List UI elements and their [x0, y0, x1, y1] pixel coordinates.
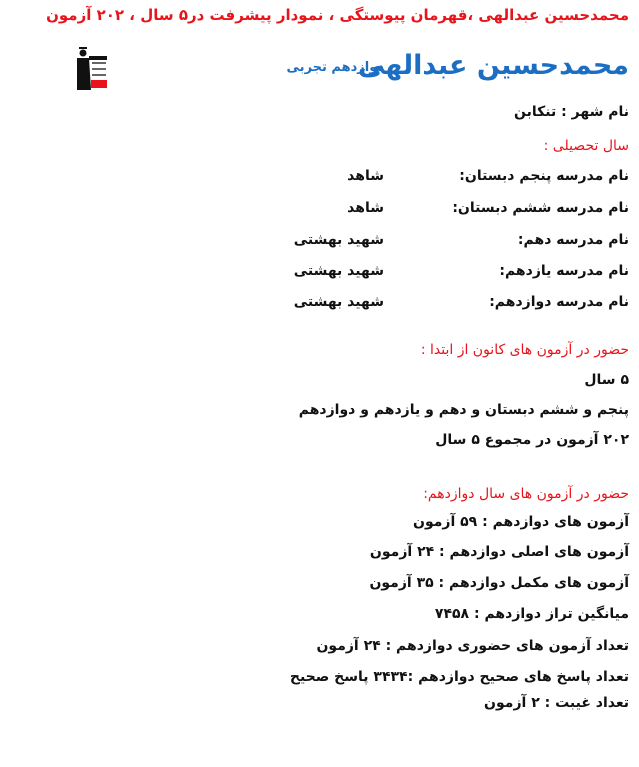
attendance-12-line: تعداد غیبت : ۲ آزمون: [484, 695, 629, 711]
school-value: شاهد: [347, 200, 384, 216]
attendance-total-line: ۵ سال: [584, 372, 629, 388]
student-name: محمدحسین عبدالهی: [357, 50, 629, 81]
attendance-12-line: میانگین تراز دوازدهم : ۷۴۵۸: [434, 606, 629, 622]
academic-year-heading: سال تحصیلی :: [543, 138, 629, 154]
school-label: نام مدرسه پنجم دبستان:: [459, 168, 629, 184]
attendance-total-line: ۲۰۲ آزمون در مجموع ۵ سال: [435, 432, 629, 448]
city-line: نام شهر : تنکابن: [514, 104, 629, 120]
school-label: نام مدرسه ششم دبستان:: [452, 200, 629, 216]
attendance-total-heading: حضور در آزمون های کانون از ابتدا :: [420, 342, 629, 358]
school-label: نام مدرسه دهم:: [517, 232, 629, 248]
school-value: شاهد: [347, 168, 384, 184]
school-label: نام مدرسه یازدهم:: [499, 263, 629, 279]
school-label: نام مدرسه دوازدهم:: [489, 294, 629, 310]
attendance-12-line: آزمون های مکمل دوازدهم : ۳۵ آزمون: [369, 575, 629, 591]
school-value: شهید بهشتی: [293, 294, 384, 310]
grade-label: دوازدهم تجربی: [286, 60, 384, 75]
page-title: محمدحسین عبدالهی ،قهرمان پیوستگی ، نمودار پیشرفت در۵ سال ، ۲۰۲ آزمون: [46, 6, 629, 24]
attendance-12-heading: حضور در آزمون های سال دوازدهم:: [423, 486, 629, 502]
kanoon-logo: [75, 44, 111, 94]
attendance-12-line: تعداد پاسخ های صحیح دوازدهم :۳۴۳۴ پاسخ صحیح: [289, 669, 629, 685]
attendance-12-line: آزمون های اصلی دوازدهم : ۲۴ آزمون: [369, 544, 629, 560]
attendance-total-line: پنجم و ششم دبستان و دهم و یازدهم و دوازدهم: [298, 402, 629, 418]
attendance-12-line: آزمون های دوازدهم : ۵۹ آزمون: [413, 514, 629, 530]
attendance-12-line: تعداد آزمون های حضوری دوازدهم : ۲۴ آزمون: [316, 638, 629, 654]
school-value: شهید بهشتی: [293, 263, 384, 279]
school-value: شهید بهشتی: [293, 232, 384, 248]
